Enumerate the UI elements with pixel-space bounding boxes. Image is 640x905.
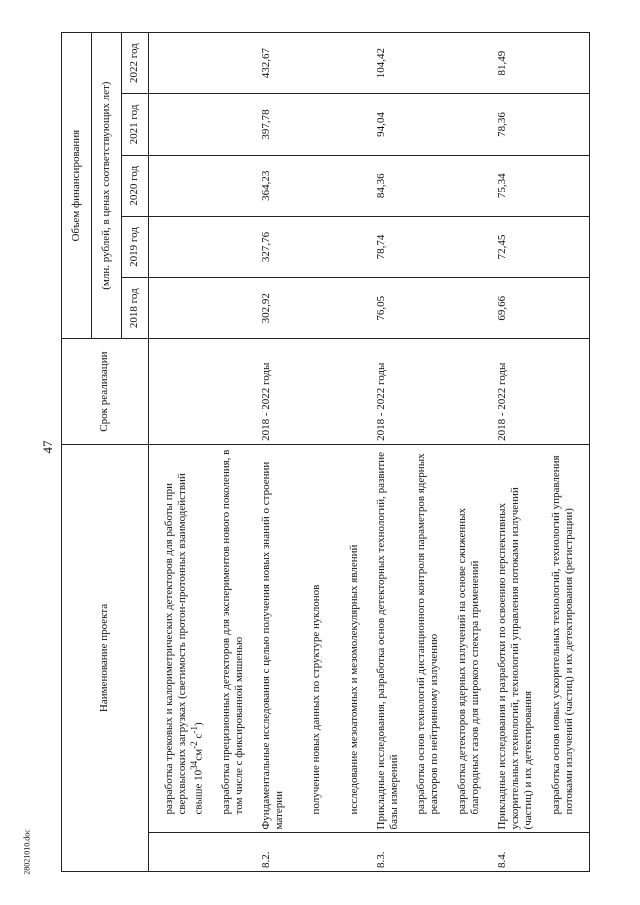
footer-filename: 28021010.doc [22, 829, 32, 875]
project-funding-table [61, 32, 590, 872]
project-term: 2018 - 2022 годы [496, 339, 536, 445]
header-funding-units: (млн. рублей, в ценах соответствующих лет) [91, 33, 121, 339]
header-year-2019: 2019 год [121, 216, 148, 277]
header-year-2020: 2020 год [121, 155, 148, 216]
value-2019: 327,76 [260, 216, 286, 277]
header-year-2018: 2018 год [121, 278, 148, 339]
subitem-precision-detectors: разработка прецизионных детекторов для экспериментов нового поколения, в том числе с фиксированной мишенью [220, 444, 246, 833]
header-funding-title: Объем финансирования [62, 33, 92, 339]
value-2022: 81,49 [496, 33, 536, 94]
value-2022: 104,42 [375, 33, 401, 94]
value-2020: 364,23 [260, 155, 286, 216]
table-row [220, 33, 246, 872]
table-row [260, 33, 286, 872]
project-term: 2018 - 2022 годы [375, 339, 401, 445]
subitem-accelerator-tech: разработка основ новых ускорительных технологий, технологий управления потоками излучений (частиц) и их детектирования (регистрации) [550, 444, 576, 833]
rotated-table-content [61, 32, 640, 872]
value-2022: 432,67 [260, 33, 286, 94]
value-2018: 69,66 [496, 278, 536, 339]
value-2021: 397,78 [260, 94, 286, 155]
subitem-noble-gas-detectors: разработка детекторов ядерных излучений на основе сжиженных благородных газов для широкого спектра применений [456, 444, 482, 833]
value-2018: 76,05 [375, 278, 401, 339]
row-number: 8.4. [496, 833, 536, 872]
table-row [456, 33, 482, 872]
project-name: Фундаментальные исследования с целью получения новых знаний о строении материи [260, 444, 286, 833]
table-row [415, 33, 441, 872]
subitem-neutrino-control: разработка основ технологий дистанционного контроля параметров ядерных реакторов по нейтринному излучению [415, 444, 441, 833]
header-term: Срок реализации [62, 339, 149, 445]
value-2020: 75,34 [496, 155, 536, 216]
project-term: 2018 - 2022 годы [260, 339, 286, 445]
project-name: Прикладные исследования, разработка основ детекторных технологий, развитие базы измерений [375, 444, 401, 833]
row-number: 8.3. [375, 833, 401, 872]
table-row [550, 33, 576, 872]
value-2019: 78,74 [375, 216, 401, 277]
header-project-name: Наименование проекта [62, 444, 149, 871]
value-2021: 94,04 [375, 94, 401, 155]
subitem-mesoatomic: исследование мезоатомных и мезомолекулярных явлений [348, 444, 361, 833]
table-row [163, 33, 206, 872]
header-year-2022: 2022 год [121, 33, 148, 94]
table-row [375, 33, 401, 872]
value-2020: 84,36 [375, 155, 401, 216]
value-2019: 72,45 [496, 216, 536, 277]
table-row [310, 33, 323, 872]
subitem-nucleon-structure: получение новых данных по структуре нуклонов [310, 444, 323, 833]
table-row [496, 33, 536, 872]
page-number: 47 [40, 440, 55, 454]
project-name: Прикладные исследования и разработки по освоению перспективных ускорительных технологий, технологий управления потоками излучений (частиц) и их детектирования [496, 444, 536, 833]
header-year-2021: 2021 год [121, 94, 148, 155]
value-2018: 302,92 [260, 278, 286, 339]
row-number: 8.2. [260, 833, 286, 872]
table-row [348, 33, 361, 872]
value-2021: 78,36 [496, 94, 536, 155]
subitem-detectors-high-load: разработка трековых и калориметрических детекторов для работы при сверхвысоких загрузках (светимость протон-протонных взаимодействий свыше $10^{34}см^{-2}$ $с^{-1}$) [163, 444, 206, 833]
